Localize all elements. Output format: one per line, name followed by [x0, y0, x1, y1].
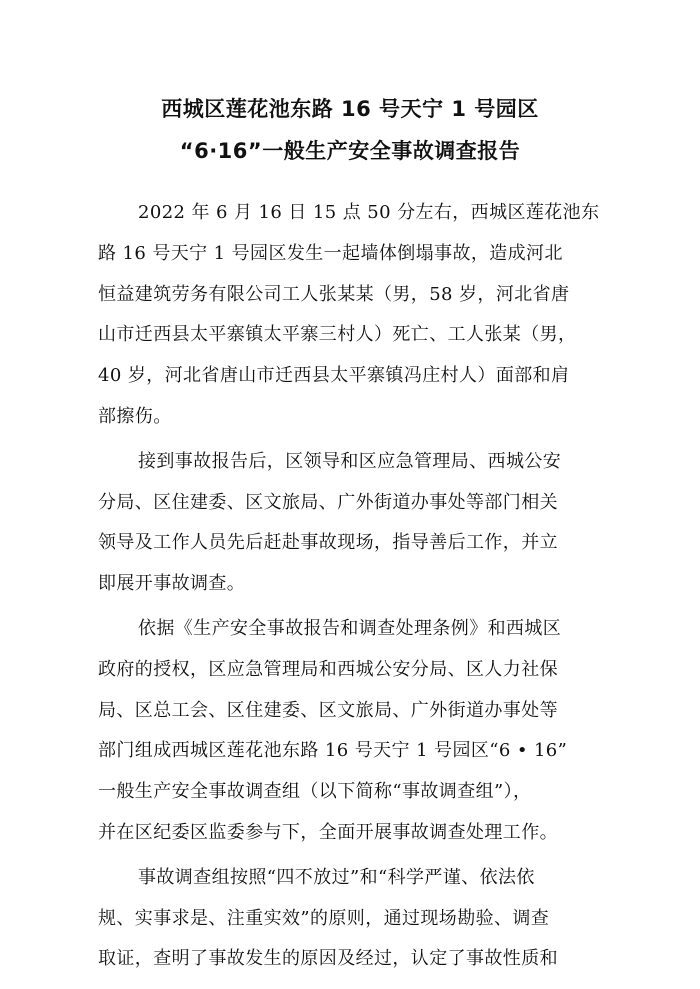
text-line: 部门组成西城区莲花池东路 16 号天宁 1 号园区“6 • 16”	[98, 740, 568, 762]
title-line-2: “6·16”一般生产安全事故调查报告	[179, 139, 521, 163]
text-line: 规、实事求是、注重实效”的原则，通过现场勘验、调查	[98, 907, 550, 929]
paragraph-incident-summary	[98, 193, 604, 438]
report-title	[90, 88, 610, 172]
text-line: 即展开事故调查。	[98, 573, 246, 595]
text-line: 40 岁，河北省唐山市迁西县太平寨镇冯庄村人）面部和肩	[98, 365, 570, 387]
paragraph-response	[98, 442, 604, 605]
title-line-1: 西城区莲花池东路 16 号天宁 1 号园区	[161, 97, 539, 121]
text-line: 取证，查明了事故发生的原因及经过，认定了事故性质和	[98, 948, 558, 970]
text-line: 依据《生产安全事故报告和调查处理条例》和西城区	[138, 617, 562, 639]
text-line: 山市迁西县太平寨镇太平寨三村人）死亡、工人张某（男，	[98, 324, 577, 346]
text-line: 领导及工作人员先后赶赴事故现场，指导善后工作，并立	[98, 532, 558, 554]
text-line: 分局、区住建委、区文旅局、广外街道办事处等部门相关	[98, 491, 558, 513]
paragraph-principles	[98, 858, 604, 980]
paragraph-investigation-group	[98, 609, 604, 854]
text-line: 一般生产安全事故调查组（以下简称“事故调查组”），	[98, 781, 532, 803]
text-line: 2022 年 6 月 16 日 15 点 50 分左右，西城区莲花池东	[138, 202, 600, 223]
text-line: 恒益建筑劳务有限公司工人张某某（男，58 岁，河北省唐	[98, 283, 570, 305]
text-line: 并在区纪委区监委参与下，全面开展事故调查处理工作。	[98, 821, 558, 843]
report-body	[98, 193, 604, 980]
text-line: 政府的授权，区应急管理局和西城公安分局、区人力社保	[98, 658, 558, 680]
text-line: 路 16 号天宁 1 号园区发生一起墙体倒塌事故，造成河北	[98, 242, 563, 264]
text-line: 部擦伤。	[98, 405, 172, 427]
text-line: 事故调查组按照“四不放过”和“科学严谨、依法依	[138, 866, 535, 888]
text-line: 接到事故报告后，区领导和区应急管理局、西城公安	[138, 450, 562, 472]
text-line: 局、区总工会、区住建委、区文旅局、广外街道办事处等	[98, 699, 558, 721]
